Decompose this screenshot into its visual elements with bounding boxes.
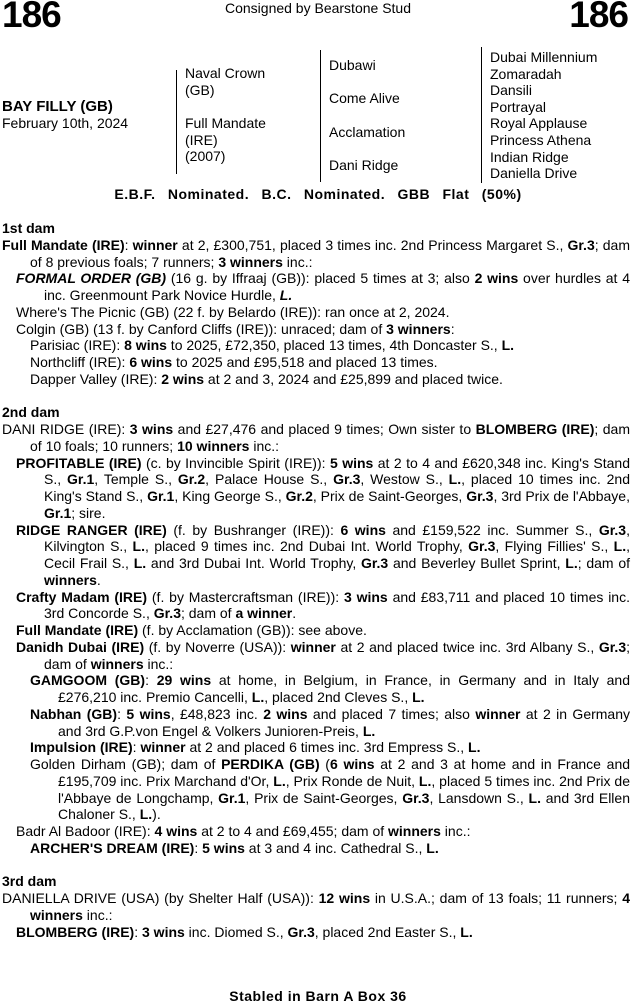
pedigree-granddam: Come Alive xyxy=(329,90,400,106)
pedigree-great-grandparents: Dubai Millennium Zomaradah Dansili Portrayal Royal Applause Princess Athena Indian Ridge Daniella Drive xyxy=(490,49,598,182)
pedigree-entry: BLOMBERG (IRE): 3 wins inc. Diomed S., Gr.3, placed 2nd Easter S., L. xyxy=(16,923,473,940)
pedigree-entry: Parisiac (IRE): 8 wins to 2025, £72,350, placed 13 times, 4th Doncaster S., L. xyxy=(30,337,515,354)
pedigree-entry: Danidh Dubai (IRE) (f. by Noverre (USA)): winner at 2 and placed twice inc. 3rd Albany S., Gr.3; dam of winners inc.: xyxy=(16,638,630,672)
pedigree-second-dam: Dani Ridge xyxy=(329,157,399,173)
lot-number-right: 186 xyxy=(569,0,628,35)
catalogue-body xyxy=(2,220,630,940)
pedigree-entry: RIDGE RANGER (IRE) (f. by Bushranger (IRE)): 6 wins and £159,522 inc. Summer S., Gr.3, Kilvington S., L., placed 9 times inc. 2nd Dubai Int. World Trophy, Gr.3, Flying Fillies' S., L., Cecil Frail S., L. and 3rd Dubai Int. World Trophy, Gr.3 and Beverley Bullet Sprint, L.; dam of winners. xyxy=(16,521,631,588)
section-heading: 1st dam xyxy=(2,220,55,236)
horse-description xyxy=(2,98,128,132)
pedigree-entry: Full Mandate (IRE) (f. by Acclamation (GB)): see above. xyxy=(16,622,367,638)
pedigree-entry: Golden Dirham (GB); dam of PERDIKA (GB) (6 wins at 2 and 3 at home and in France and £195,709 inc. Prix Marchand d'Or, L., Prix Ronde de Nuit, L., placed 5 times inc. 2nd Prix de l'Abbaye de Longchamp, Gr.1, Prix de Saint-Georges, Gr.3, Lansdown S., L. and 3rd Ellen Chaloner S., L.). xyxy=(30,756,631,823)
stabling-footer: Stabled in Barn A Box 36 xyxy=(229,988,407,1004)
pedigree-entry: DANI RIDGE (IRE): 3 wins and £27,476 and placed 9 times; Own sister to BLOMBERG (IRE); dam of 10 foals; 10 runners; 10 winners inc.: xyxy=(2,421,631,454)
pedigree-entry: Northcliff (IRE): 6 wins to 2025 and £95,518 and placed 13 times. xyxy=(30,354,438,370)
pedigree-entry: Colgin (GB) (13 f. by Canford Cliffs (IRE)): unraced; dam of 3 winners: xyxy=(16,320,455,337)
pedigree-bracket-1 xyxy=(176,70,177,174)
nominations-line: E.B.F. Nominated. B.C. Nominated. GBB Flat (50%) xyxy=(114,186,522,202)
section-gap xyxy=(2,388,630,405)
pedigree-entry: FORMAL ORDER (GB) (16 g. by Iffraaj (GB)): placed 5 times at 3; also 2 wins over hurdles at 4 inc. Greenmount Park Novice Hurdle, L. xyxy=(16,270,630,303)
pedigree-entry: Nabhan (GB): 5 wins, £48,823 inc. 2 wins and placed 7 times; also winner at 2 in Germany and 3rd G.P.von Engel & Volkers Junioren-Preis, L. xyxy=(30,705,631,739)
foaling-date: February 10th, 2024 xyxy=(2,115,129,131)
pedigree-entry: Badr Al Badoor (IRE): 4 wins at 2 to 4 and £69,455; dam of winners inc.: xyxy=(16,823,471,839)
section-heading: 3rd dam xyxy=(2,873,57,890)
pedigree-entry: Full Mandate (IRE): winner at 2, £300,751, placed 3 times inc. 2nd Princess Margaret S., Gr.3; dam of 8 previous foals; 7 runners; 3 winners inc.: xyxy=(2,236,630,270)
lot-number-left: 186 xyxy=(2,0,61,35)
pedigree-bracket-3 xyxy=(481,47,482,183)
pedigree-dam: Full Mandate (IRE) (2007) xyxy=(185,115,266,165)
consignor: Consigned by Bearstone Stud xyxy=(224,0,411,16)
pedigree-entry: Crafty Madam (IRE) (f. by Mastercraftsman (IRE)): 3 wins and £83,711 and placed 10 times inc. 3rd Concorde S., Gr.3; dam of a winner. xyxy=(16,588,630,622)
pedigree-damsire: Acclamation xyxy=(329,124,406,140)
section-gap xyxy=(2,857,630,874)
pedigree-sire: Naval Crown (GB) xyxy=(185,65,266,98)
pedigree-entry: Impulsion (IRE): winner at 2 and placed 6 times inc. 3rd Empress S., L. xyxy=(30,739,481,756)
pedigree-bracket-2 xyxy=(320,50,321,182)
pedigree-entry: GAMGOOM (GB): 29 wins at home, in Belgium, in France, in Germany and in Italy and £276,210 inc. Premio Cancelli, L., placed 2nd Cleves S., L. xyxy=(30,672,630,705)
pedigree-grandsire: Dubawi xyxy=(329,57,376,73)
pedigree-entry: Dapper Valley (IRE): 2 wins at 2 and 3, 2024 and £25,899 and placed twice. xyxy=(30,370,503,387)
pedigree-entry: Where's The Picnic (GB) (22 f. by Belardo (IRE)): ran once at 2, 2024. xyxy=(16,303,450,320)
pedigree-entry: PROFITABLE (IRE) (c. by Invincible Spirit (IRE)): 5 wins at 2 to 4 and £620,348 inc. King's Stand S., Gr.1, Temple S., Gr.2, Palace House S., Gr.3, Westow S., L., placed 10 times inc. 2nd King's Stand S., Gr.1, King George S., Gr.2, Prix de Saint-Georges, Gr.3, 3rd Prix de l'Abbaye, Gr.1; sire. xyxy=(16,454,631,521)
pedigree-entry: DANIELLA DRIVE (USA) (by Shelter Half (USA)): 12 wins in U.S.A.; dam of 13 foals; 11 runners; 4 winners inc.: xyxy=(2,890,630,923)
pedigree-entry: ARCHER'S DREAM (IRE): 5 wins at 3 and 4 inc. Cathedral S., L. xyxy=(30,839,439,856)
section-heading: 2nd dam xyxy=(2,404,60,421)
horse-sex-colour: BAY FILLY (GB) xyxy=(2,98,113,115)
